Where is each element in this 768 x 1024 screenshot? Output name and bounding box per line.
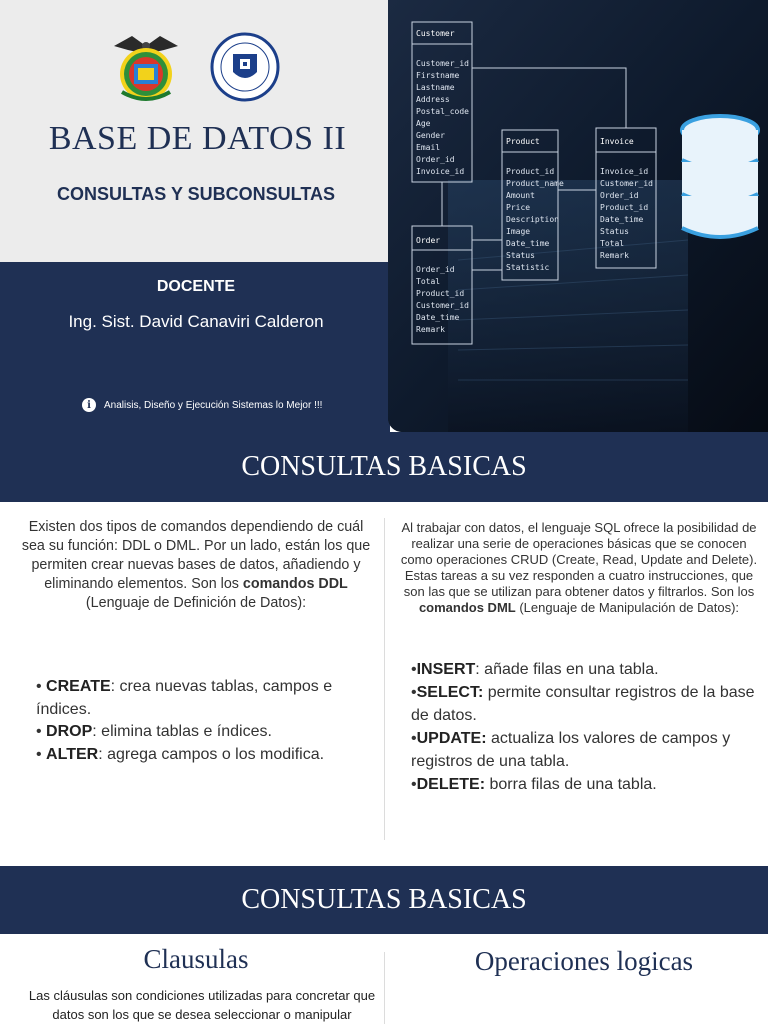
er-field: Invoice_id <box>600 167 649 176</box>
motto-text: Analisis, Diseño y Ejecución Sistemas lo Mejor !!! <box>104 399 323 411</box>
er-field: Customer_id <box>416 301 469 310</box>
er-field: Customer_id <box>416 59 469 68</box>
dml-bold-term: comandos DML <box>418 600 516 615</box>
document-subtitle: CONSULTAS Y SUBCONSULTAS <box>56 184 335 204</box>
er-field: Date_time <box>416 313 460 322</box>
er-field: Amount <box>506 191 535 200</box>
motto <box>82 398 322 412</box>
dml-intro-paragraph: Al trabajar con datos, el lenguaje SQL ofrece la posibilidad de realizar una serie de operaciones básicas que se conocen como operaciones CRUD (Create, Read, Update and Delete). Estas tareas a su vez responden a cuatro instrucciones, que son las que se utilizan para obtener datos y filtrarlos. Son los comandos DML (Lenguaje de Manipulación de Datos): <box>400 520 758 615</box>
section-title-consultas-basicas: CONSULTAS BASICAS <box>0 432 768 502</box>
er-field: Product_id <box>600 203 649 212</box>
er-field: Date_time <box>600 215 644 224</box>
bolivia-coat-of-arms-logo <box>112 32 180 104</box>
hero-database-image <box>388 0 768 432</box>
er-order-name: Order <box>416 236 441 245</box>
ddl-intro-paragraph: Existen dos tipos de comandos dependiendo de cuál sea su función: DDL o DML. Por un lado, están los que permiten crear nuevas bases de datos, añadiendo y eliminando elementos. Son los comandos DDL (Lenguaje de Definición de Datos): <box>21 519 371 611</box>
er-field: Product_id <box>506 167 555 176</box>
list-item: • DROP: elimina tablas e índices. <box>36 723 272 740</box>
ingenieria-sistemas-upea-seal <box>210 32 280 102</box>
er-field: Remark <box>600 251 629 260</box>
er-field: Address <box>416 95 450 104</box>
instructor-panel <box>0 262 390 432</box>
info-icon: i <box>82 398 96 412</box>
er-field: Customer_id <box>600 179 653 188</box>
er-field: Order_id <box>600 191 639 200</box>
er-field: Invoice_id <box>416 167 465 176</box>
list-item: •UPDATE: actualiza los valores de campos y registros de una tabla. <box>411 730 731 770</box>
er-field: Statistic <box>506 263 550 272</box>
section-title-consultas-basicas-2: CONSULTAS BASICAS <box>0 866 768 934</box>
ddl-bold-term: comandos DDL <box>242 576 348 592</box>
er-field: Lastname <box>416 83 455 92</box>
list-item: •DELETE: borra filas de una tabla. <box>411 776 657 793</box>
er-product-name: Product <box>506 137 540 146</box>
clausulas-paragraph: Las cláusulas son condiciones utilizadas para concretar que datos son los que se desea seleccionar o manipular <box>28 988 376 1022</box>
er-field: Price <box>506 203 531 212</box>
er-field: Order_id <box>416 155 455 164</box>
er-field: Firstname <box>416 71 460 80</box>
column-divider <box>384 952 385 1024</box>
list-item: •INSERT: añade filas en una tabla. <box>411 661 659 678</box>
column-divider <box>384 518 385 840</box>
er-field: Description <box>506 215 559 224</box>
docente-name: Ing. Sist. David Canaviri Calderon <box>68 312 324 331</box>
er-field: Image <box>506 227 531 236</box>
list-item: • CREATE: crea nuevas tablas, campos e índices. <box>36 678 333 718</box>
er-field: Date_time <box>506 239 550 248</box>
operaciones-logicas-heading: Operaciones logicas <box>474 946 694 976</box>
er-field: Email <box>416 143 441 152</box>
er-field: Gender <box>416 131 445 140</box>
er-customer-name: Customer <box>416 29 455 38</box>
er-field: Status <box>506 251 535 260</box>
docente-label: DOCENTE <box>156 278 236 295</box>
er-field: Remark <box>416 325 445 334</box>
er-field: Product_name <box>506 179 564 188</box>
er-field: Postal_code <box>416 107 469 116</box>
er-field: Total <box>416 277 441 286</box>
list-item: • ALTER: agrega campos o los modifica. <box>36 745 325 763</box>
document-title: BASE DE DATOS II <box>48 120 347 157</box>
database-icon <box>682 116 758 237</box>
clausulas-heading: Clausulas <box>143 944 249 974</box>
er-field: Order_id <box>416 265 455 274</box>
header-top <box>0 0 390 262</box>
er-field: Status <box>600 227 629 236</box>
er-field: Product_id <box>416 289 465 298</box>
er-invoice-name: Invoice <box>600 137 634 146</box>
ddl-command-list <box>36 676 366 766</box>
list-item: •SELECT: permite consultar registros de la base de datos. <box>411 684 755 724</box>
er-field: Age <box>416 119 431 128</box>
er-field: Total <box>600 239 625 248</box>
dml-command-list <box>411 658 761 796</box>
